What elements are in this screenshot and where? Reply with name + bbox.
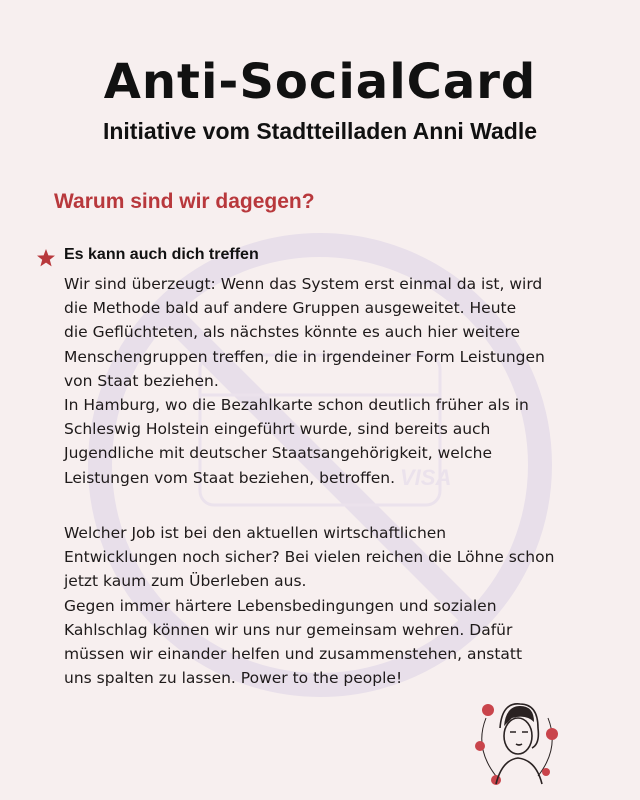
text-line: Gegen immer härtere Lebensbedingungen und sozialen bbox=[64, 596, 497, 615]
text-line: Kahlschlag können wir uns nur gemeinsam wehren. Dafür bbox=[64, 620, 513, 639]
text-line: Schleswig Holstein eingeführt wurde, sind bereits auch bbox=[64, 420, 491, 439]
text-line: uns spalten zu lassen. Power to the people! bbox=[64, 669, 403, 688]
text-line: Wir sind überzeugt: Wenn das System erst einmal da ist, wird bbox=[64, 275, 543, 293]
text-line: Welcher Job ist bei den aktuellen wirtschaftlichen bbox=[64, 524, 447, 542]
body-paragraph-1 bbox=[64, 272, 604, 490]
star-icon bbox=[36, 248, 56, 268]
portrait-logo bbox=[466, 688, 568, 792]
text-line: jetzt kaum zum Überleben aus. bbox=[64, 572, 307, 591]
text-line: von Staat beziehen. bbox=[64, 371, 219, 390]
text-line: Menschengruppen treffen, die in irgendeiner Form Leistungen bbox=[64, 347, 545, 366]
text-line: müssen wir einander helfen und zusammenstehen, anstatt bbox=[64, 645, 523, 664]
text-line: In Hamburg, wo die Bezahlkarte schon deutlich früher als in bbox=[64, 396, 529, 415]
page-title: Anti-SocialCard bbox=[103, 54, 537, 110]
page-subtitle: Initiative vom Stadtteilladen Anni Wadle bbox=[102, 118, 538, 144]
section-heading: Warum sind wir dagegen? bbox=[54, 190, 315, 213]
text-line: Entwicklungen noch sicher? Bei vielen reichen die Löhne schon bbox=[64, 548, 555, 567]
text-line: Leistungen vom Staat beziehen, betroffen. bbox=[64, 468, 396, 487]
body-paragraph-2 bbox=[64, 521, 604, 690]
text-line: Jugendliche mit deutscher Staatsangehörigkeit, welche bbox=[64, 444, 492, 463]
watermark-card-text: VISA bbox=[400, 465, 452, 490]
text-line: die Geflüchteten, als nächstes könnte es auch hier weitere bbox=[64, 323, 521, 342]
text-line: die Methode bald auf andere Gruppen ausgeweitet. Heute bbox=[64, 299, 517, 318]
item-heading: Es kann auch dich treffen bbox=[64, 246, 259, 263]
